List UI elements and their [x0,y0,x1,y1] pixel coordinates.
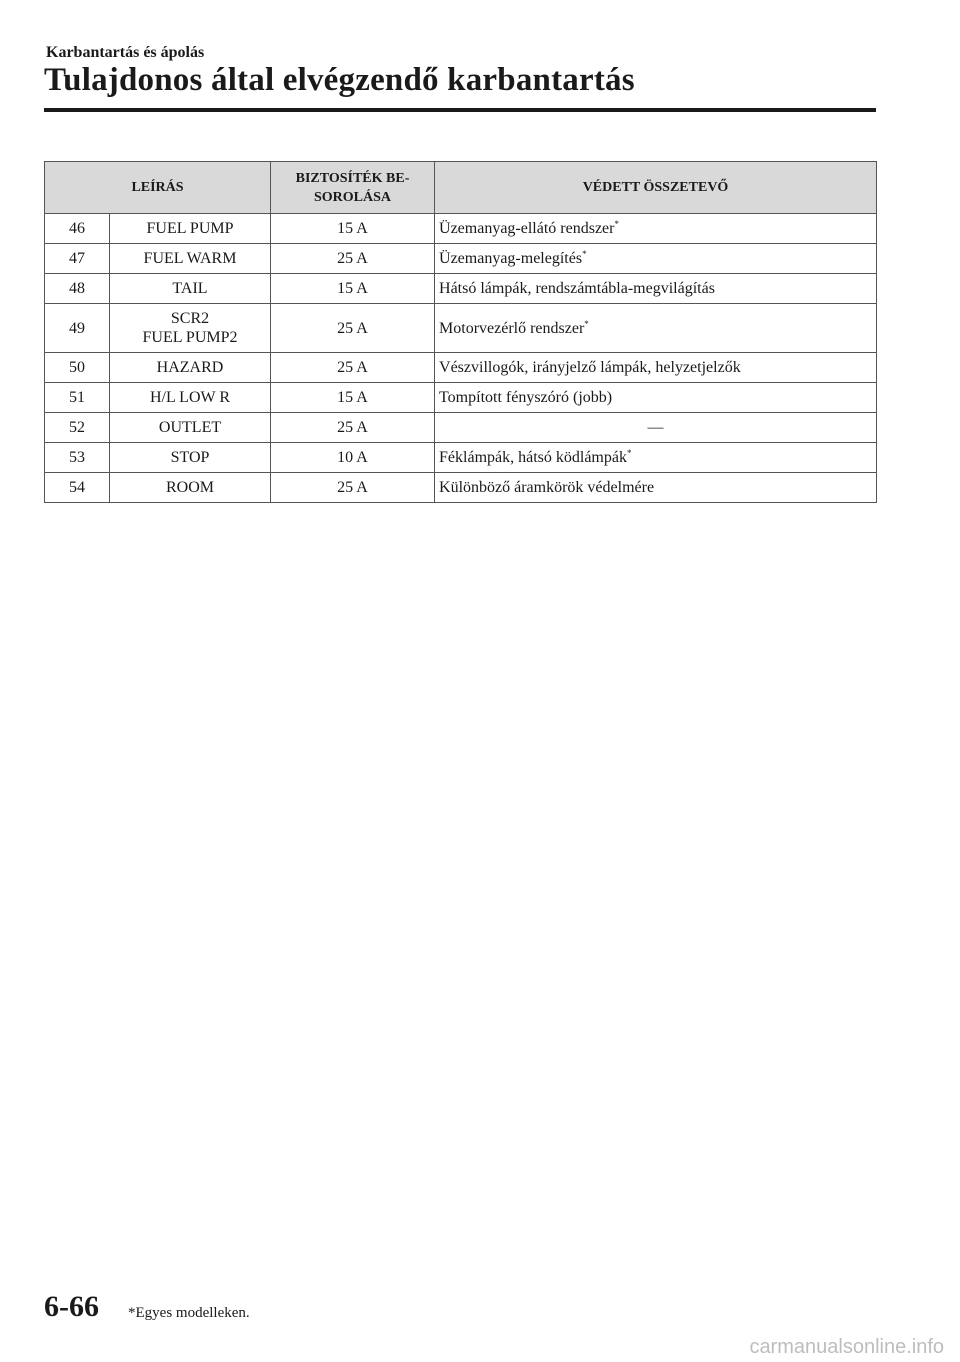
fuse-number: 48 [45,274,110,304]
footnote-mark: * [582,249,587,259]
fuse-number: 47 [45,244,110,274]
protected-component [435,443,877,473]
fuse-number: 49 [45,304,110,353]
component-text: Hátsó lámpák, rendszámtábla-megvilágítás [439,280,715,297]
component-text: Féklámpák, hátsó ködlámpák [439,449,627,466]
column-header-rating: BIZTOSÍTÉK BE-SOROLÁSA [271,162,435,214]
fuse-rating: 25 A [271,353,435,383]
fuse-rating: 10 A [271,443,435,473]
table-header-row [45,162,877,214]
component-text: Motorvezérlő rendszer [439,319,585,337]
fuse-description: FUEL WARM [110,244,271,274]
table-row [45,413,877,443]
table-row [45,214,877,244]
fuse-number: 53 [45,443,110,473]
table-row [45,473,877,503]
fuse-number: 46 [45,214,110,244]
fuse-rating: 15 A [271,274,435,304]
fuse-description: STOP [110,443,271,473]
component-text: Különböző áramkörök védelmére [439,479,655,496]
table-row [45,353,877,383]
protected-component [435,383,877,413]
fuse-description-line-2: FUEL PUMP2 [142,329,238,346]
table-row [45,274,877,304]
fuse-rating: 25 A [271,304,435,353]
fuse-description: HAZARD [110,353,271,383]
watermark-text: carmanualsonline.info [749,1336,944,1358]
fuse-description [110,304,271,353]
table-row [45,383,877,413]
page-title: Tulajdonos által elvégzendő karbantartás [44,62,635,98]
footnote-mark: * [614,219,619,229]
fuse-number: 50 [45,353,110,383]
title-rule [44,108,876,112]
protected-component [435,304,877,353]
fuse-description: TAIL [110,274,271,304]
fuse-description: OUTLET [110,413,271,443]
protected-component [435,353,877,383]
protected-component-none: ― [435,413,877,443]
protected-component [435,473,877,503]
protected-component [435,274,877,304]
page-number: 6-66 [44,1290,99,1323]
fuse-rating: 25 A [271,473,435,503]
fuse-number: 51 [45,383,110,413]
fuse-rating: 15 A [271,214,435,244]
fuse-number: 52 [45,413,110,443]
footnote-mark: * [626,448,632,458]
fuse-description: FUEL PUMP [110,214,271,244]
fuse-rating: 15 A [271,383,435,413]
component-text: Tompított fényszóró (jobb) [439,389,613,406]
component-text: Üzemanyag-melegítés [439,250,583,267]
protected-component [435,244,877,274]
section-label: Karbantartás és ápolás [46,44,205,61]
component-text: Vészvillogók, irányjelző lámpák, helyzetjelzők [439,359,741,376]
fuse-rating: 25 A [271,244,435,274]
footnote-mark: * [584,318,589,329]
component-text: Üzemanyag-ellátó rendszer [439,220,615,237]
footnote: *Egyes modelleken. [128,1305,250,1321]
fuse-table [44,161,877,503]
fuse-description-line-1: SCR2 [170,310,210,327]
column-header-component: VÉDETT ÖSSZETEVŐ [435,162,877,214]
protected-component [435,214,877,244]
table-row [45,244,877,274]
fuse-number: 54 [45,473,110,503]
table-row [45,304,877,353]
column-header-description: LEÍRÁS [45,162,271,214]
fuse-description: H/L LOW R [110,383,271,413]
fuse-rating: 25 A [271,413,435,443]
table-row [45,443,877,473]
fuse-description: ROOM [110,473,271,503]
